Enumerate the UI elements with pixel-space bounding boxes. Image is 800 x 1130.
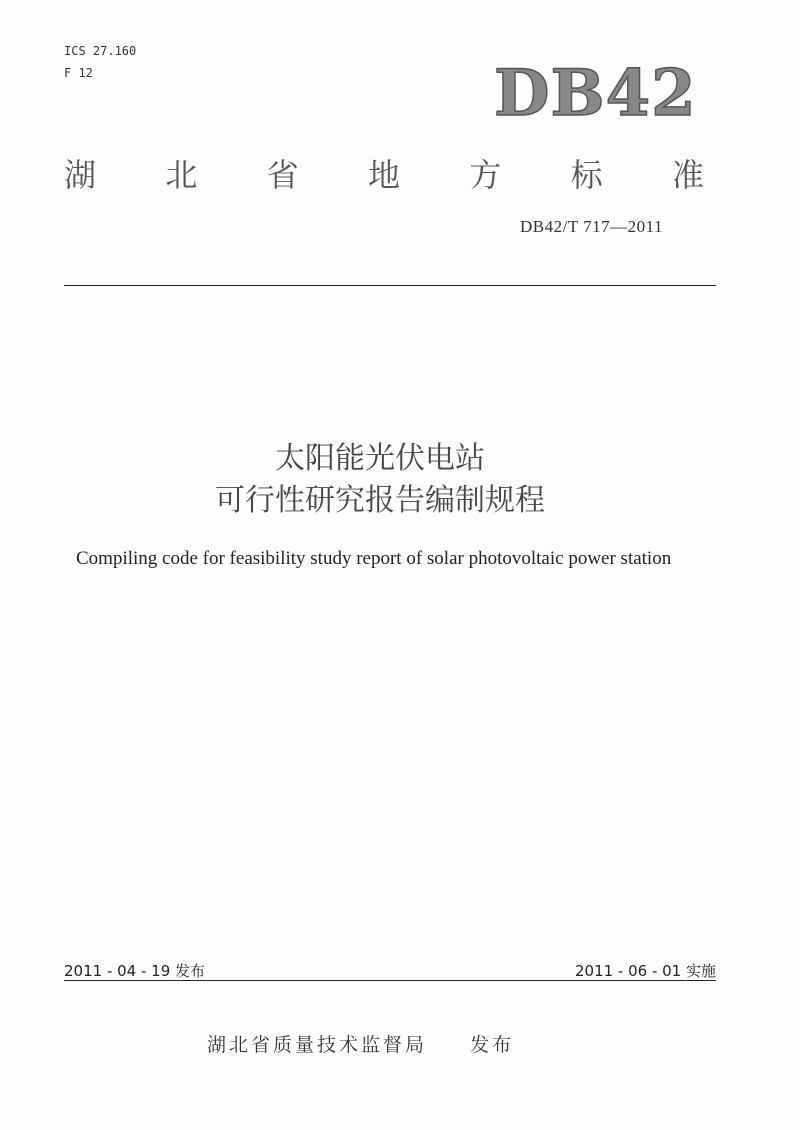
title-line-1: 太阳能光伏电站 bbox=[275, 441, 485, 476]
standard-type-char: 准 bbox=[671, 156, 704, 194]
standard-number: DB42/T 717—2011 bbox=[520, 217, 664, 236]
db42-logo: DB42 bbox=[494, 56, 697, 131]
ics-code: ICS 27.160 bbox=[64, 44, 137, 58]
standard-type-char: 湖 bbox=[64, 156, 97, 194]
standard-type-char: 地 bbox=[367, 156, 400, 194]
standard-type-char: 标 bbox=[570, 156, 603, 194]
effective-date: 2011 - 06 - 01 实施 bbox=[574, 962, 716, 980]
issue-date: 2011 - 04 - 19 发布 bbox=[64, 962, 206, 980]
standard-type-char: 北 bbox=[165, 156, 198, 194]
standard-type-heading bbox=[64, 156, 704, 194]
ccs-code: F 12 bbox=[64, 66, 93, 80]
chinese-title bbox=[0, 438, 760, 522]
top-divider bbox=[64, 285, 716, 286]
bottom-divider bbox=[64, 980, 716, 981]
standard-type-char: 方 bbox=[469, 156, 502, 194]
title-line-2: 可行性研究报告编制规程 bbox=[215, 483, 545, 518]
publisher-line bbox=[207, 1030, 514, 1057]
standard-type-char: 省 bbox=[266, 156, 299, 194]
english-title: Compiling code for feasibility study report of solar photovoltaic power station bbox=[76, 548, 672, 569]
publisher-action: 发布 bbox=[470, 1034, 515, 1056]
publisher-name: 湖北省质量技术监督局 bbox=[207, 1034, 428, 1056]
